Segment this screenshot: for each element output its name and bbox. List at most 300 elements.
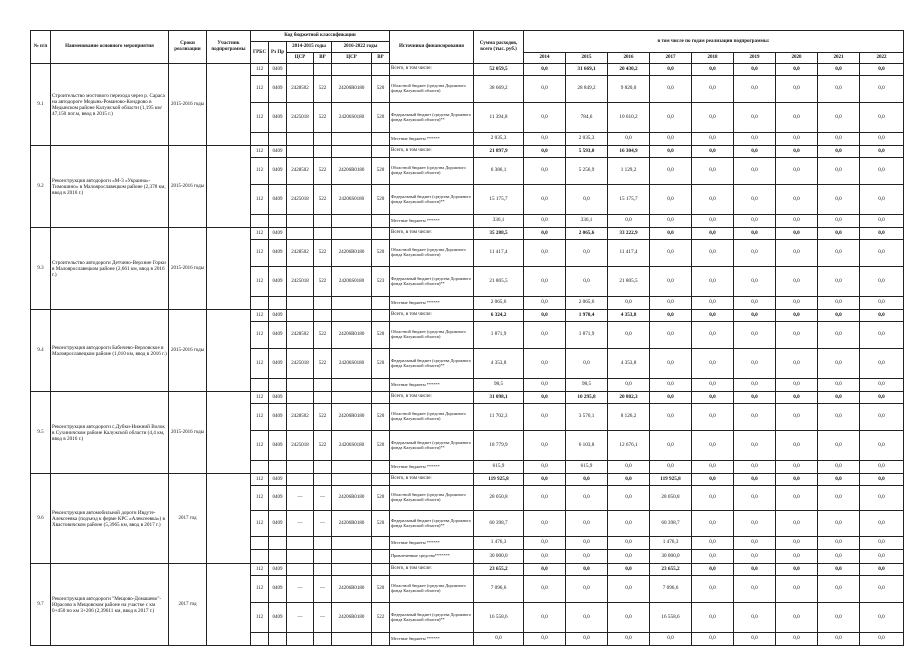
- year-amount-2022: 0,0: [860, 474, 904, 486]
- year-amount-2017: 0,0: [650, 297, 692, 310]
- year-amount-2016: 0,0: [608, 297, 650, 310]
- year-amount-2019: 0,0: [734, 431, 776, 461]
- table-row: [31, 146, 904, 158]
- funding-source: Федеральный бюджет (средства Дорожного фонда Калужской области)**: [390, 603, 474, 633]
- csr-code-2016: 24206S0180: [332, 349, 372, 379]
- vr-code-2014: [314, 133, 332, 146]
- funding-source: Областной бюджет (средства Дорожного фонда Калужской области): [390, 240, 474, 267]
- total-amount: 28 050,8: [474, 486, 524, 511]
- csr-code-2016: [332, 550, 372, 564]
- year-amount-2018: 0,0: [692, 185, 734, 215]
- year-amount-2015: 5 256,9: [566, 158, 608, 185]
- vr-code-2014: [314, 64, 332, 76]
- year-amount-2014: 0,0: [524, 185, 566, 215]
- project-participant: [207, 64, 251, 146]
- year-amount-2018: 0,0: [692, 76, 734, 103]
- year-amount-2020: 0,0: [776, 146, 818, 158]
- grbs-code: 112: [251, 64, 269, 76]
- rzpr-code: [269, 297, 287, 310]
- year-amount-2021: 0,0: [818, 185, 860, 215]
- year-amount-2019: 0,0: [734, 379, 776, 392]
- year-amount-2020: 0,0: [776, 103, 818, 133]
- year-amount-2016: 12 676,1: [608, 431, 650, 461]
- grbs-code: 112: [251, 392, 269, 404]
- year-amount-2021: 0,0: [818, 392, 860, 404]
- vr-code-2014: [314, 564, 332, 576]
- year-amount-2016: 0,0: [608, 576, 650, 603]
- year-amount-2016: 0,0: [608, 537, 650, 550]
- vr-code-2016: [372, 146, 390, 158]
- grbs-code: [251, 297, 269, 310]
- funding-source: Местные бюджеты ******: [390, 461, 474, 474]
- year-amount-2017: 0,0: [650, 379, 692, 392]
- year-amount-2017: 28 050,8: [650, 486, 692, 511]
- year-amount-2019: 0,0: [734, 146, 776, 158]
- year-amount-2020: 0,0: [776, 537, 818, 550]
- vr-code-2014: —: [314, 603, 332, 633]
- year-amount-2017: 0,0: [650, 322, 692, 349]
- vr-code-2016: [372, 215, 390, 228]
- year-header-2019: 2019: [734, 53, 776, 64]
- project-terms: 2015-2016 годы: [169, 392, 207, 474]
- year-amount-2022: 0,0: [860, 404, 904, 431]
- year-amount-2014: 0,0: [524, 322, 566, 349]
- rzpr-code: 0409: [269, 185, 287, 215]
- rzpr-code: 0409: [269, 310, 287, 322]
- year-amount-2021: 0,0: [818, 633, 860, 646]
- grbs-code: 112: [251, 185, 269, 215]
- funding-source: Местные бюджеты ******: [390, 297, 474, 310]
- vr-code-2014: [314, 379, 332, 392]
- rzpr-code: [269, 379, 287, 392]
- year-amount-2022: 0,0: [860, 633, 904, 646]
- year-amount-2022: 0,0: [860, 537, 904, 550]
- vr-code-2014: [314, 474, 332, 486]
- total-amount: 7 096,6: [474, 576, 524, 603]
- year-amount-2020: 0,0: [776, 564, 818, 576]
- year-amount-2018: 0,0: [692, 322, 734, 349]
- year-amount-2015: 0,0: [566, 267, 608, 297]
- year-amount-2014: 0,0: [524, 550, 566, 564]
- year-amount-2015: 31 669,1: [566, 64, 608, 76]
- year-amount-2021: 0,0: [818, 297, 860, 310]
- year-amount-2016: 0,0: [608, 474, 650, 486]
- vr-code-2014: 522: [314, 76, 332, 103]
- year-amount-2022: 0,0: [860, 431, 904, 461]
- year-amount-2018: 0,0: [692, 603, 734, 633]
- project-terms: 2015-2016 годы: [169, 228, 207, 310]
- year-amount-2021: 0,0: [818, 474, 860, 486]
- year-amount-2022: 0,0: [860, 267, 904, 297]
- grbs-code: 112: [251, 103, 269, 133]
- year-amount-2017: 1 476,3: [650, 537, 692, 550]
- year-amount-2019: 0,0: [734, 392, 776, 404]
- year-amount-2018: 0,0: [692, 64, 734, 76]
- year-amount-2019: 0,0: [734, 64, 776, 76]
- csr-code-2014: [287, 64, 314, 76]
- csr-code-2016: [332, 215, 372, 228]
- csr-code-2016: [332, 633, 372, 646]
- rzpr-code: 0409: [269, 392, 287, 404]
- rzpr-code: 0409: [269, 431, 287, 461]
- rzpr-code: 0409: [269, 240, 287, 267]
- year-amount-2016: 0,0: [608, 633, 650, 646]
- year-amount-2021: 0,0: [818, 158, 860, 185]
- rzpr-code: 0409: [269, 76, 287, 103]
- year-amount-2015: 0,0: [566, 349, 608, 379]
- year-amount-2015: 10 295,8: [566, 392, 608, 404]
- year-amount-2015: 98,5: [566, 379, 608, 392]
- year-amount-2017: 7 096,6: [650, 576, 692, 603]
- total-amount: 35 288,5: [474, 228, 524, 240]
- grbs-code: 112: [251, 146, 269, 158]
- year-amount-2021: 0,0: [818, 267, 860, 297]
- year-amount-2021: 0,0: [818, 64, 860, 76]
- grbs-code: [251, 215, 269, 228]
- year-amount-2020: 0,0: [776, 431, 818, 461]
- rzpr-code: 0409: [269, 474, 287, 486]
- funding-source: Привлеченные средства*******: [390, 550, 474, 564]
- funding-source: Местные бюджеты ******: [390, 379, 474, 392]
- rzpr-code: [269, 215, 287, 228]
- project-terms: 2017 год: [169, 474, 207, 564]
- total-amount: 2 035,3: [474, 133, 524, 146]
- csr-code-2014: 2425018: [287, 431, 314, 461]
- funding-source: Всего, в том числе:: [390, 564, 474, 576]
- year-amount-2022: 0,0: [860, 215, 904, 228]
- year-amount-2015: 2 065,6: [566, 297, 608, 310]
- year-amount-2019: 0,0: [734, 215, 776, 228]
- year-amount-2020: 0,0: [776, 64, 818, 76]
- project-terms: 2015-2016 годы: [169, 64, 207, 146]
- project-name: Строительство мостового перехода через р. Сараса на автодороге Медынь-Романово-Кондрово в Медынском районе Калужской области (1,195 км/ 47,150 пог.м, ввод в 2015 г.): [51, 64, 169, 146]
- project-terms: 2015-2016 годы: [169, 146, 207, 228]
- year-amount-2020: 0,0: [776, 310, 818, 322]
- csr-code-2016: [332, 461, 372, 474]
- year-amount-2021: 0,0: [818, 146, 860, 158]
- col-grbs: ГРБС: [251, 42, 269, 64]
- csr-code-2016: [332, 537, 372, 550]
- year-header-2016: 2016: [608, 53, 650, 64]
- year-amount-2014: 0,0: [524, 431, 566, 461]
- csr-code-2014: 2428502: [287, 404, 314, 431]
- year-amount-2015: 2 065,6: [566, 228, 608, 240]
- funding-source: Федеральный бюджет (средства Дорожного фонда Калужской области)**: [390, 431, 474, 461]
- year-amount-2021: 0,0: [818, 215, 860, 228]
- vr-code-2016: 520: [372, 576, 390, 603]
- year-amount-2014: 0,0: [524, 379, 566, 392]
- csr-code-2016: [332, 392, 372, 404]
- year-amount-2017: 0,0: [650, 240, 692, 267]
- year-amount-2019: 0,0: [734, 511, 776, 537]
- csr-code-2014: 2425018: [287, 103, 314, 133]
- year-amount-2021: 0,0: [818, 564, 860, 576]
- project-name: Реконструкция автодороги "Мещово-Домашево"-Юрасово в Мещовском районе на участке с км 0+450 по км 3+206 (2,39611 км, ввод в 2017 г.): [51, 564, 169, 646]
- year-amount-2021: 0,0: [818, 133, 860, 146]
- csr-code-2016: 24206R0180: [332, 322, 372, 349]
- year-amount-2016: 0,0: [608, 215, 650, 228]
- vr-code-2016: [372, 537, 390, 550]
- year-amount-2020: 0,0: [776, 322, 818, 349]
- total-amount: 52 059,5: [474, 64, 524, 76]
- vr-code-2016: [372, 392, 390, 404]
- vr-code-2016: 520: [372, 322, 390, 349]
- csr-code-2014: [287, 633, 314, 646]
- program-table: [30, 30, 904, 646]
- csr-code-2016: [332, 474, 372, 486]
- total-amount: 15 175,7: [474, 185, 524, 215]
- year-amount-2014: 0,0: [524, 511, 566, 537]
- year-amount-2016: 1 129,2: [608, 158, 650, 185]
- project-name: Реконструкция автодороги «М-3 «Украина»-Тимошино» в Малоярославецком районе (2,378 км, ввод в 2016 г.): [51, 146, 169, 228]
- year-amount-2018: 0,0: [692, 564, 734, 576]
- year-amount-2016: 0,0: [608, 461, 650, 474]
- year-amount-2021: 0,0: [818, 603, 860, 633]
- year-amount-2017: 0,0: [650, 64, 692, 76]
- rzpr-code: 0409: [269, 267, 287, 297]
- csr-code-2016: 24206S0180: [332, 431, 372, 461]
- vr-code-2014: [314, 392, 332, 404]
- total-amount: 60 398,7: [474, 511, 524, 537]
- vr-code-2016: [372, 297, 390, 310]
- year-amount-2016: 0,0: [608, 379, 650, 392]
- csr-code-2014: [287, 146, 314, 158]
- csr-code-2016: 24206R0180: [332, 486, 372, 511]
- year-amount-2014: 0,0: [524, 215, 566, 228]
- funding-source: Федеральный бюджет (средства Дорожного фонда Калужской области)**: [390, 103, 474, 133]
- year-amount-2022: 0,0: [860, 64, 904, 76]
- year-amount-2015: 615,9: [566, 461, 608, 474]
- project-name: Строительство автодороги Детчино-Верхние Горки в Малоярославецком районе (2,661 км, ввод в 2016 г.): [51, 228, 169, 310]
- rzpr-code: 0409: [269, 322, 287, 349]
- year-amount-2017: 119 925,8: [650, 474, 692, 486]
- col-rzpr: Рз Пр: [269, 42, 287, 64]
- vr-code-2014: 522: [314, 322, 332, 349]
- year-amount-2019: 0,0: [734, 297, 776, 310]
- funding-source: Всего, в том числе:: [390, 64, 474, 76]
- col-source: Источники финансирования: [390, 31, 474, 64]
- year-amount-2018: 0,0: [692, 240, 734, 267]
- rzpr-code: [269, 550, 287, 564]
- csr-code-2014: [287, 564, 314, 576]
- year-amount-2014: 0,0: [524, 297, 566, 310]
- year-amount-2015: 0,0: [566, 564, 608, 576]
- total-amount: 11 702,3: [474, 404, 524, 431]
- funding-source: Федеральный бюджет (средства Дорожного фонда Калужской области)**: [390, 267, 474, 297]
- year-amount-2014: 0,0: [524, 564, 566, 576]
- year-amount-2014: 0,0: [524, 392, 566, 404]
- csr-code-2014: —: [287, 511, 314, 537]
- total-amount: 1 476,3: [474, 537, 524, 550]
- vr-code-2014: 522: [314, 267, 332, 297]
- year-amount-2020: 0,0: [776, 297, 818, 310]
- csr-code-2014: 2428502: [287, 240, 314, 267]
- csr-code-2014: [287, 550, 314, 564]
- year-amount-2020: 0,0: [776, 603, 818, 633]
- year-amount-2017: 60 398,7: [650, 511, 692, 537]
- vr-code-2016: [372, 379, 390, 392]
- vr-code-2014: [314, 310, 332, 322]
- funding-source: Местные бюджеты ******: [390, 215, 474, 228]
- project-number: 9.2: [31, 146, 51, 228]
- funding-source: Областной бюджет (средства Дорожного фонда Калужской области): [390, 76, 474, 103]
- year-amount-2021: 0,0: [818, 576, 860, 603]
- funding-source: Местные бюджеты ******: [390, 537, 474, 550]
- vr-code-2016: [372, 228, 390, 240]
- funding-source: Федеральный бюджет (средства Дорожного фонда Калужской области)**: [390, 185, 474, 215]
- vr-code-2016: 522: [372, 603, 390, 633]
- year-amount-2015: 0,0: [566, 486, 608, 511]
- vr-code-2016: 523: [372, 267, 390, 297]
- rzpr-code: 0409: [269, 404, 287, 431]
- year-amount-2017: 0,0: [650, 461, 692, 474]
- year-amount-2021: 0,0: [818, 537, 860, 550]
- project-number: 9.5: [31, 392, 51, 474]
- col-participant: Участник подпрограммы: [207, 31, 251, 64]
- col-by-years: в том числе по годам реализации подпрограммы:: [524, 31, 904, 53]
- year-amount-2014: 0,0: [524, 64, 566, 76]
- total-amount: 119 925,8: [474, 474, 524, 486]
- year-amount-2018: 0,0: [692, 146, 734, 158]
- csr-code-2016: [332, 133, 372, 146]
- year-amount-2019: 0,0: [734, 185, 776, 215]
- grbs-code: 112: [251, 158, 269, 185]
- total-amount: 31 098,1: [474, 392, 524, 404]
- grbs-code: [251, 461, 269, 474]
- year-amount-2015: 784,6: [566, 103, 608, 133]
- funding-source: Всего, в том числе:: [390, 392, 474, 404]
- project-terms: 2017 год: [169, 564, 207, 646]
- csr-code-2016: [332, 228, 372, 240]
- year-amount-2014: 0,0: [524, 603, 566, 633]
- csr-code-2016: 24206R0180: [332, 603, 372, 633]
- year-header-2021: 2021: [818, 53, 860, 64]
- total-amount: 11 417,4: [474, 240, 524, 267]
- year-amount-2015: 1 871,9: [566, 322, 608, 349]
- vr-code-2014: —: [314, 486, 332, 511]
- vr-code-2014: [314, 633, 332, 646]
- col-vr-1: ВР: [314, 53, 332, 64]
- vr-code-2014: [314, 297, 332, 310]
- total-amount: 16 558,6: [474, 603, 524, 633]
- csr-code-2016: 24206R0180: [332, 76, 372, 103]
- year-amount-2018: 0,0: [692, 297, 734, 310]
- year-amount-2021: 0,0: [818, 349, 860, 379]
- grbs-code: 112: [251, 76, 269, 103]
- year-header-2015: 2015: [566, 53, 608, 64]
- year-amount-2018: 0,0: [692, 133, 734, 146]
- year-amount-2022: 0,0: [860, 564, 904, 576]
- year-amount-2021: 0,0: [818, 76, 860, 103]
- csr-code-2016: 24206S0180: [332, 103, 372, 133]
- year-amount-2016: 16 304,9: [608, 146, 650, 158]
- csr-code-2014: [287, 537, 314, 550]
- total-amount: 11 394,8: [474, 103, 524, 133]
- year-amount-2016: 21 805,5: [608, 267, 650, 297]
- col-csr-1: ЦСР: [287, 53, 314, 64]
- year-amount-2016: 0,0: [608, 486, 650, 511]
- year-amount-2022: 0,0: [860, 103, 904, 133]
- csr-code-2016: [332, 64, 372, 76]
- year-amount-2022: 0,0: [860, 322, 904, 349]
- year-amount-2018: 0,0: [692, 474, 734, 486]
- year-amount-2014: 0,0: [524, 240, 566, 267]
- year-amount-2019: 0,0: [734, 158, 776, 185]
- vr-code-2014: 522: [314, 185, 332, 215]
- year-amount-2018: 0,0: [692, 537, 734, 550]
- project-name: Реконструкция автодороги с.Дубки-Нижний Волок в Сухиничском районе Калужской области (4,4 км, ввод в 2016 г.): [51, 392, 169, 474]
- year-amount-2020: 0,0: [776, 576, 818, 603]
- year-amount-2019: 0,0: [734, 564, 776, 576]
- total-amount: 18 779,9: [474, 431, 524, 461]
- vr-code-2016: [372, 64, 390, 76]
- rzpr-code: [269, 133, 287, 146]
- year-amount-2019: 0,0: [734, 404, 776, 431]
- table-row: [31, 310, 904, 322]
- total-amount: 336,1: [474, 215, 524, 228]
- year-amount-2016: 0,0: [608, 603, 650, 633]
- csr-code-2014: —: [287, 576, 314, 603]
- funding-source: Местные бюджеты ******: [390, 133, 474, 146]
- csr-code-2014: 2428502: [287, 76, 314, 103]
- vr-code-2016: [372, 461, 390, 474]
- csr-code-2014: [287, 379, 314, 392]
- csr-code-2014: —: [287, 603, 314, 633]
- rzpr-code: 0409: [269, 486, 287, 511]
- vr-code-2014: —: [314, 576, 332, 603]
- vr-code-2014: [314, 146, 332, 158]
- document-sheet: [30, 30, 903, 642]
- funding-source: Федеральный бюджет (средства Дорожного фонда Калужской области)**: [390, 349, 474, 379]
- csr-code-2014: 2425018: [287, 267, 314, 297]
- grbs-code: 112: [251, 474, 269, 486]
- year-amount-2015: 336,1: [566, 215, 608, 228]
- year-amount-2020: 0,0: [776, 158, 818, 185]
- year-amount-2016: 0,0: [608, 564, 650, 576]
- year-amount-2020: 0,0: [776, 240, 818, 267]
- year-amount-2015: 0,0: [566, 576, 608, 603]
- rzpr-code: 0409: [269, 146, 287, 158]
- year-amount-2019: 0,0: [734, 240, 776, 267]
- year-amount-2016: 8 126,2: [608, 404, 650, 431]
- vr-code-2014: 522: [314, 349, 332, 379]
- funding-source: Федеральный бюджет (средства Дорожного фонда Калужской области)**: [390, 511, 474, 537]
- vr-code-2016: [372, 633, 390, 646]
- grbs-code: 112: [251, 267, 269, 297]
- year-amount-2017: 0,0: [650, 133, 692, 146]
- year-amount-2019: 0,0: [734, 267, 776, 297]
- csr-code-2016: [332, 297, 372, 310]
- year-amount-2020: 0,0: [776, 486, 818, 511]
- year-amount-2019: 0,0: [734, 461, 776, 474]
- csr-code-2014: 2428502: [287, 158, 314, 185]
- year-amount-2019: 0,0: [734, 349, 776, 379]
- year-amount-2017: 0,0: [650, 349, 692, 379]
- year-amount-2017: 0,0: [650, 431, 692, 461]
- year-amount-2018: 0,0: [692, 392, 734, 404]
- year-amount-2014: 0,0: [524, 310, 566, 322]
- vr-code-2014: [314, 215, 332, 228]
- table-row: [31, 564, 904, 576]
- year-amount-2014: 0,0: [524, 146, 566, 158]
- vr-code-2016: 520: [372, 486, 390, 511]
- funding-source: Областной бюджет (средства Дорожного фонда Калужской области): [390, 404, 474, 431]
- year-amount-2019: 0,0: [734, 133, 776, 146]
- year-amount-2015: 28 849,2: [566, 76, 608, 103]
- rzpr-code: 0409: [269, 576, 287, 603]
- year-amount-2014: 0,0: [524, 633, 566, 646]
- year-amount-2022: 0,0: [860, 576, 904, 603]
